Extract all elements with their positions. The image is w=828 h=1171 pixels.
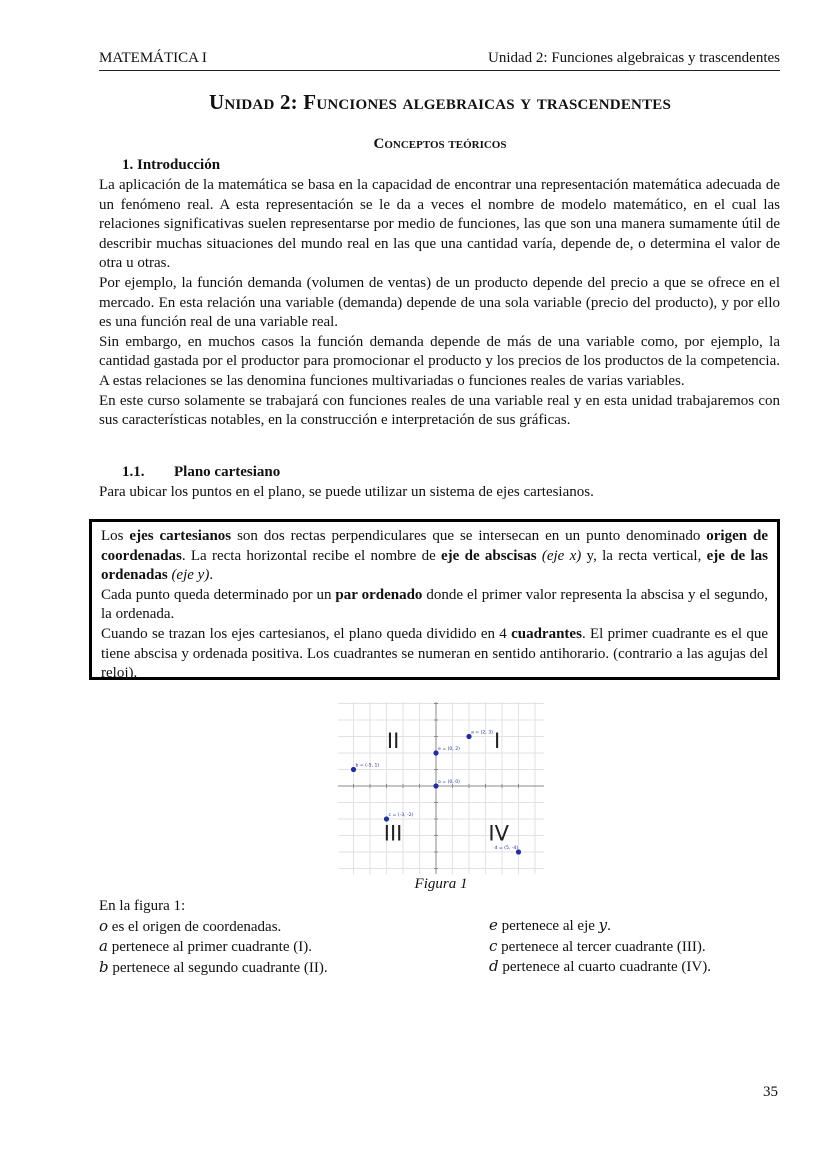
term-par-ordenado: par ordenado	[335, 586, 423, 603]
term-eje-ordenadas: eje de las ordenadas	[101, 547, 768, 584]
intro-paragraph: En este curso solamente se trabajará con funciones reales de una variable real y en esta unidad trabajaremos con sus características notables, en la construcción e interpretación de sus gráficas.	[99, 392, 780, 429]
term-origen: origen de coordenadas	[101, 528, 768, 564]
intro-paragraph: La aplicación de la matemática se basa en la capacidad de encontrar una representación matemática adecuada de un fenómeno real. A esta representación se le da a veces el nombre de modelo matemático, en el cual las relaciones significativas suelen representarse por medio de funciones, las que son una manera sumamente útil de describir muchas situaciones del mundo real en las que una cantidad varía, depende de, o determina el valor de otra u otras.	[99, 177, 780, 272]
intro-paragraph: Por ejemplo, la función demanda (volumen de ventas) de un producto depende del precio a que se ofrece en el mercado. En esta relación una variable (demanda) depende de una sola variable (precio del producto), y por ello es una función real de una variable real.	[99, 274, 780, 331]
figure-list-intro: En la figura 1:	[99, 898, 186, 914]
cartesian-plane-figure	[338, 702, 544, 874]
figure-caption: Figura 1	[414, 876, 468, 892]
list-item-text: .	[607, 918, 611, 934]
section-title: Conceptos teóricos	[373, 136, 507, 152]
list-item	[489, 957, 711, 978]
list-item-text: pertenece al cuarto cuadrante (IV).	[498, 959, 711, 976]
point-label: a = (2, 3)	[471, 730, 493, 736]
term-eje-y: (eje y)	[171, 567, 210, 584]
math-var: d	[489, 957, 499, 976]
list-item-text: pertenece al primer cuadrante (I).	[107, 939, 312, 956]
page-number: 35	[763, 1084, 778, 1100]
point-label: b = (-5, 1)	[355, 763, 380, 769]
plano-heading	[122, 464, 280, 481]
point-label: c = (-3, -2)	[388, 813, 414, 818]
figure-list-right	[489, 916, 711, 978]
header-unit: Unidad 2: Funciones algebraicas y trascendentes	[488, 50, 780, 66]
list-item-text: es el origen de coordenadas.	[108, 918, 282, 935]
term-cuadrantes: cuadrantes	[511, 625, 582, 642]
intro-paragraph: Sin embargo, en muchos casos la función demanda depende de más de una variable como, por ejemplo, la cantidad gastada por el productor para promocionar el producto y los precios de los productos de la competencia. A estas relaciones se las denomina funciones multivariadas o funciones reales de varias variables.	[99, 333, 780, 389]
plano-intro: Para ubicar los puntos en el plano, se puede utilizar un sistema de ejes cartesianos.	[99, 484, 594, 500]
definition-paragraph	[101, 625, 768, 684]
point-label: d = (5, -4)	[494, 846, 519, 851]
quadrant-label: II	[386, 729, 400, 754]
term-eje-abscisas: eje de abscisas	[441, 547, 537, 564]
quadrant-label: IV	[488, 821, 509, 846]
text-run: . El primer cuadrante es el que tiene abscisa y ordenada positiva. Los cuadrantes se numeran en sentido antihorario. (contrario a las agujas del reloj).	[101, 625, 768, 682]
text-run: Cuando se trazan los ejes cartesianos, el plano queda dividido en 4	[101, 625, 512, 642]
point-label: o = (0, 0)	[438, 780, 460, 785]
text-run: Los	[101, 528, 130, 544]
text-run: donde el primer valor representa la abscisa y el segundo, la ordenada.	[101, 586, 768, 623]
text-run: . La recta horizontal recibe el nombre de	[181, 547, 442, 564]
math-var: c	[489, 936, 498, 955]
list-item	[489, 937, 711, 958]
plano-heading-text: Plano cartesiano	[174, 464, 281, 480]
plano-heading-number: 1.1.	[122, 464, 145, 480]
intro-heading: 1. Introducción	[122, 157, 221, 173]
math-var: y	[598, 916, 608, 934]
math-var: e	[489, 916, 498, 934]
running-header	[99, 50, 780, 71]
text-run: son dos rectas perpendiculares que se intersecan en un punto denominado	[231, 528, 707, 544]
figure-list-left	[99, 897, 328, 978]
quadrant-label: I	[493, 729, 501, 754]
intro-body	[99, 176, 780, 431]
header-course: MATEMÁTICA I	[99, 50, 207, 66]
text-run: .	[209, 567, 214, 584]
list-item-text: pertenece al segundo cuadrante (II).	[108, 959, 328, 976]
math-var: o	[99, 916, 109, 935]
list-item-text: pertenece al eje	[497, 918, 599, 934]
definition-paragraph	[101, 527, 768, 586]
list-item	[99, 958, 328, 979]
term-eje-x: (eje x)	[541, 547, 582, 564]
list-item	[489, 916, 711, 937]
text-run: y, la recta vertical,	[581, 547, 707, 564]
math-var: a	[99, 937, 108, 956]
definition-paragraph	[101, 586, 768, 625]
definition-box	[89, 519, 780, 680]
quadrant-label: III	[383, 821, 403, 846]
list-item	[99, 937, 328, 958]
list-item-text: pertenece al tercer cuadrante (III).	[497, 938, 706, 955]
unit-title: Unidad 2: Funciones algebraicas y trascendentes	[208, 90, 672, 114]
term-ejes-cartesianos: ejes cartesianos	[129, 528, 232, 544]
point-label: e = (0, 2)	[438, 747, 460, 752]
list-item	[99, 917, 328, 938]
text-run: Cada punto queda determinado por un	[101, 586, 336, 603]
math-var: b	[99, 957, 109, 976]
